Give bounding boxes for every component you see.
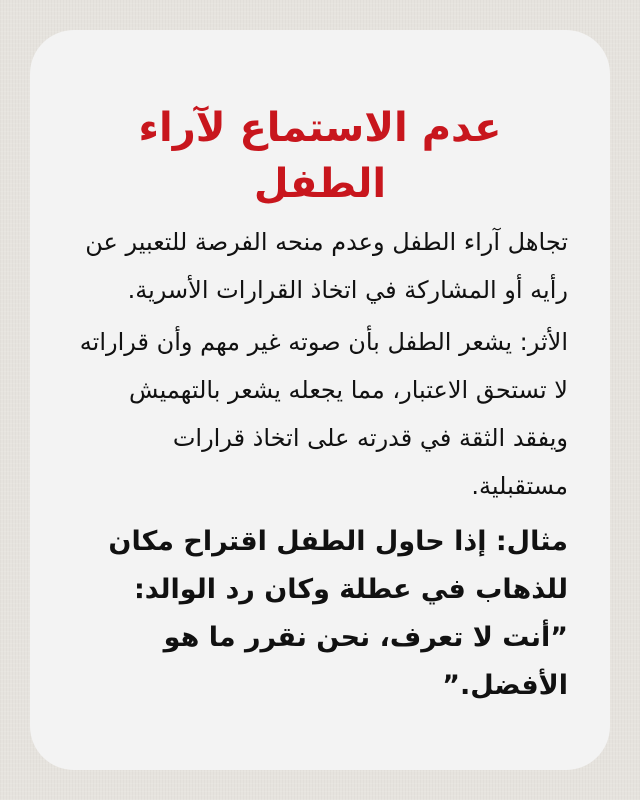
page-title: عدم الاستماع لآراء الطفل [138,105,502,207]
intro-paragraph: تجاهل آراء الطفل وعدم منحه الفرصة للتعبير عن رأيه أو المشاركة في اتخاذ القرارات الأسرية. [85,228,568,304]
example-paragraph: مثال: إذا حاول الطفل اقتراح مكان للذهاب في عطلة وكان رد الوالد: ”أنت لا تعرف، نحن نقرر ما هو الأفضل.” [108,526,568,701]
content-card [30,30,610,770]
effect-paragraph: الأثر: يشعر الطفل بأن صوته غير مهم وأن قراراته لا تستحق الاعتبار، مما يجعله يشعر بالتهميش ويفقد الثقة في قدرته على اتخاذ قرارات مستقبلية. [79,328,568,500]
